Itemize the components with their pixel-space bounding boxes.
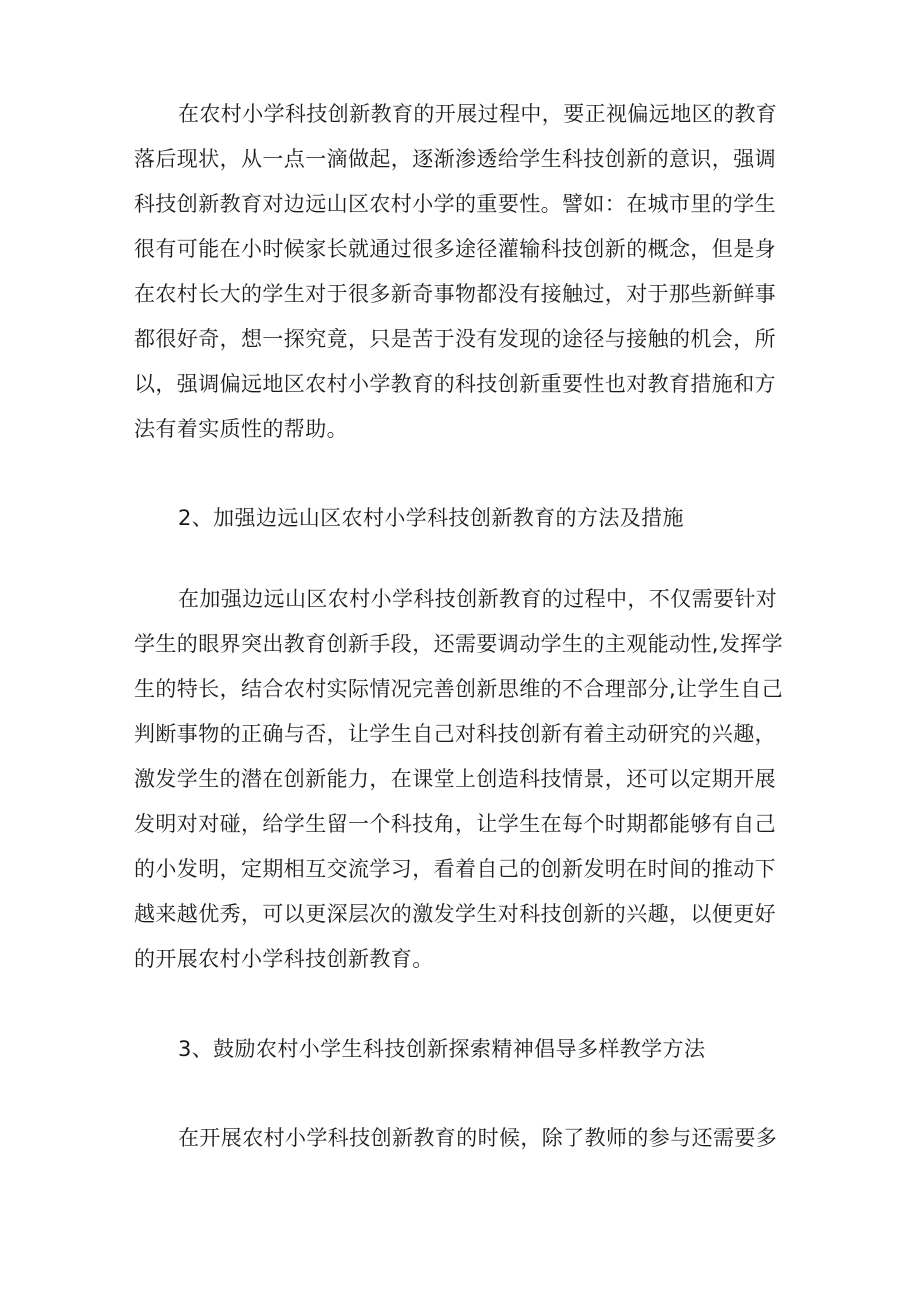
paragraph-line: 判断事物的正确与否，让学生自己对科技创新有着主动研究的兴趣， [134,722,776,746]
paragraph-line: 科技创新教育对边远山区农村小学的重要性。譬如：在城市里的学生 [134,192,776,216]
paragraph-1 [134,92,788,452]
paragraph-3 [134,1116,788,1161]
paragraph-line: 学生的眼界突出教育创新手段，还需要调动学生的主观能动性,发挥学 [134,632,784,656]
paragraph-2 [134,577,788,982]
paragraph-line: 都很好奇，想一探究竟，只是苦于没有发现的途径与接触的机会，所 [134,327,776,351]
section-heading-text: 3、鼓励农村小学生科技创新探索精神倡导多样教学方法 [178,1037,706,1061]
paragraph-line: 生的特长，结合农村实际情况完善创新思维的不合理部分,让学生自己 [134,677,784,701]
paragraph-line: 在开展农村小学科技创新教育的时候，除了教师的参与还需要多 [178,1126,778,1150]
paragraph-line: 以，强调偏远地区农村小学教育的科技创新重要性也对教育措施和方 [134,372,776,396]
section-heading-text: 2、加强边远山区农村小学科技创新教育的方法及措施 [178,506,684,530]
paragraph-line: 越来越优秀，可以更深层次的激发学生对科技创新的兴趣，以便更好 [134,902,776,926]
paragraph-line: 在农村小学科技创新教育的开展过程中，要正视偏远地区的教育 [178,102,778,126]
paragraph-line: 激发学生的潜在创新能力，在课堂上创造科技情景，还可以定期开展 [134,767,776,791]
paragraph-line: 落后现状，从一点一滴做起，逐渐渗透给学生科技创新的意识，强调 [134,147,776,171]
paragraph-line: 在加强边远山区农村小学科技创新教育的过程中，不仅需要针对 [178,587,778,611]
paragraph-line: 很有可能在小时候家长就通过很多途径灌输科技创新的概念，但是身 [134,237,776,261]
section-heading-3 [134,1027,788,1072]
paragraph-line: 的小发明，定期相互交流学习，看着自己的创新发明在时间的推动下 [134,857,776,881]
paragraph-line: 发明对对碰，给学生留一个科技角，让学生在每个时期都能够有自己 [134,812,776,836]
paragraph-line: 在农村长大的学生对于很多新奇事物都没有接触过，对于那些新鲜事 [134,282,776,306]
section-heading-2 [134,496,788,541]
paragraph-line: 的开展农村小学科技创新教育。 [134,947,434,971]
paragraph-line: 法有着实质性的帮助。 [134,417,348,441]
